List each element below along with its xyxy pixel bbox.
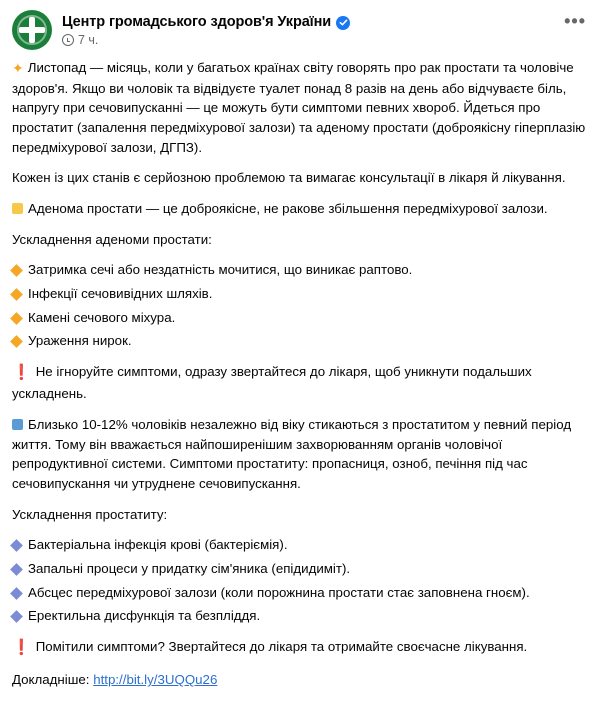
paragraph-warning-adenoma bbox=[12, 362, 588, 404]
list-item-label: Ураження нирок. bbox=[28, 333, 132, 349]
list-item-label: Інфекції сечовивідних шляхів. bbox=[28, 286, 213, 302]
avatar[interactable] bbox=[12, 10, 52, 50]
heading-prostatitis-complications: Ускладнення простатиту: bbox=[12, 506, 168, 522]
page-title[interactable]: Центр громадського здоров'я України bbox=[62, 13, 332, 30]
prostatitis-complications-list bbox=[12, 535, 588, 626]
sparkle-icon: ✦ bbox=[12, 60, 24, 76]
exclamation-icon: ❗ bbox=[12, 639, 31, 657]
cross-horizontal-icon bbox=[19, 27, 45, 33]
list-item bbox=[12, 535, 588, 555]
post-meta bbox=[62, 33, 350, 47]
list-item-label: Запальні процеси у придатку сім'яника (епідидиміт). bbox=[28, 561, 351, 576]
post-header bbox=[0, 0, 600, 54]
paragraph-warning-adenoma-text: Не ігноруйте симптоми, одразу звертайтеся до лікаря, щоб уникнути подальших ускладнень. bbox=[12, 364, 532, 402]
clock-icon bbox=[62, 34, 74, 46]
page-name-row bbox=[62, 15, 350, 31]
list-item bbox=[12, 606, 588, 626]
list-item-label: Затримка сечі або нездатність мочитися, що виникає раптово. bbox=[28, 262, 413, 278]
diamond-bullet-icon bbox=[10, 539, 23, 552]
paragraph-consultation: Кожен із цих станів є серйозною проблемою та вимагає консультації в лікаря й лікування. bbox=[12, 170, 566, 186]
heading-adenoma-complications: Ускладнення аденоми простати: bbox=[12, 231, 212, 247]
post-header-text bbox=[62, 10, 350, 50]
verified-badge-icon bbox=[336, 16, 350, 30]
list-item bbox=[12, 583, 588, 603]
diamond-bullet-icon bbox=[10, 336, 23, 349]
list-item bbox=[12, 559, 588, 579]
diamond-bullet-icon bbox=[10, 563, 23, 576]
post-body bbox=[0, 54, 600, 702]
more-options-icon[interactable]: ••• bbox=[564, 11, 586, 31]
paragraph-warning-prostatitis-text: Помітили симптоми? Звертайтеся до лікаря та отримайте своєчасне лікування. bbox=[35, 639, 528, 655]
diamond-bullet-icon bbox=[10, 288, 23, 301]
adenoma-complications-list bbox=[12, 260, 588, 351]
exclamation-icon: ❗ bbox=[12, 364, 31, 382]
list-item-label: Бактеріальна інфекція крові (бактеріємія). bbox=[28, 537, 288, 553]
diamond-bullet-icon bbox=[10, 587, 23, 600]
list-item-label: Абсцес передміхурової залози (коли порожнина простати стає заповнена гноєм). bbox=[28, 584, 530, 600]
diamond-bullet-icon bbox=[10, 610, 23, 623]
more-info-label: Докладніше: bbox=[12, 672, 90, 688]
diamond-bullet-icon bbox=[10, 265, 23, 278]
more-info-link[interactable]: http://bit.ly/3UQQu26 bbox=[93, 672, 218, 688]
yellow-square-icon bbox=[12, 203, 23, 214]
list-item bbox=[12, 308, 588, 328]
list-item bbox=[12, 331, 588, 351]
paragraph-prostatitis-stats bbox=[12, 415, 588, 494]
list-item-label: Камені сечового міхура. bbox=[28, 309, 176, 325]
paragraph-prostatitis-stats-text: Близько 10-12% чоловіків незалежно від віку стикаються з простатитом у певний період життя. Тому він вважається найпоширенішим захворюванням органів чоловічої репродуктивної системи. Симптоми простатиту: пропасниця, озноб, печіння під час сечовипускання чи утруднене сечовипускання. bbox=[12, 416, 572, 491]
list-item bbox=[12, 260, 588, 280]
blue-square-icon bbox=[12, 419, 23, 430]
post-timestamp[interactable]: 7 ч. bbox=[78, 33, 99, 48]
paragraph-intro bbox=[12, 58, 588, 157]
paragraph-more-info bbox=[12, 670, 588, 690]
list-item bbox=[12, 284, 588, 304]
paragraph-warning-prostatitis bbox=[12, 637, 588, 659]
paragraph-adenoma-definition bbox=[12, 199, 588, 219]
diamond-bullet-icon bbox=[10, 312, 23, 325]
paragraph-intro-text: Листопад — місяць, коли у багатьох країнах світу говорять про рак простати та чоловіче здоров'я. Якщо ви чоловік та відвідуєте туалет понад 8 разів на день або відчуваєте біль, напругу при сечовипусканні — це можуть бути симптоми певних хвороб. Йдеться про простатит (запалення передміхурової залози) та аденому простати (доброякісну гіперплазію передміхурової залози, ДГПЗ). bbox=[12, 60, 586, 155]
list-item-label: Еректильна дисфункція та безпліддя. bbox=[28, 608, 261, 624]
paragraph-adenoma-definition-text: Аденома простати — це доброякісне, не ракове збільшення передміхурової залози. bbox=[28, 201, 548, 217]
